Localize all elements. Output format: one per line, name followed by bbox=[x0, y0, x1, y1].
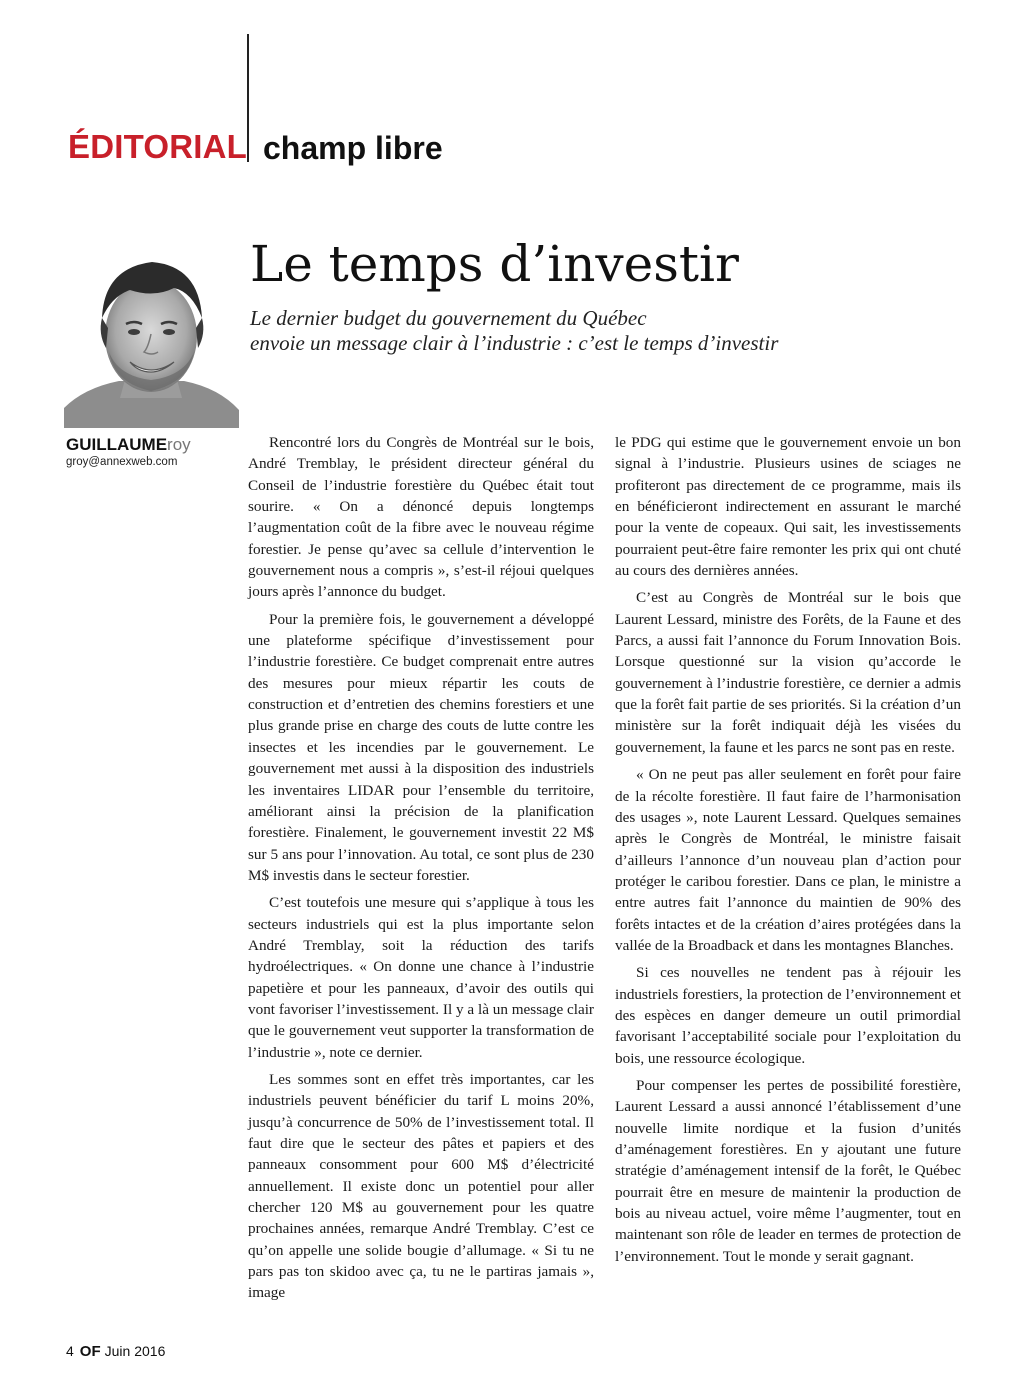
author-first-name: GUILLAUME bbox=[66, 435, 168, 454]
author-byline bbox=[66, 435, 191, 455]
issue-date: Juin 2016 bbox=[104, 1343, 166, 1359]
section-label: ÉDITORIAL bbox=[68, 128, 248, 165]
article-deck bbox=[250, 306, 850, 356]
page-footer bbox=[66, 1343, 165, 1360]
body-paragraph: Rencontré lors du Congrès de Montréal sur le bois, André Tremblay, le président directeur général du Conseil de l’industrie forestière du Québec était tout sourire. « On a dénoncé depuis longtemps l’augmentation coût de la fibre avec le nouveau régime forestier. Je pense qu’avec sa cellule d’intervention le gouvernement nous a compris », s’est-il réjoui quelques jours après l’annonce du budget. bbox=[248, 434, 594, 601]
author-photo bbox=[64, 248, 239, 428]
subsection-label: champ libre bbox=[263, 130, 443, 166]
deck-line: Le dernier budget du gouvernement du Québec bbox=[250, 306, 647, 330]
body-paragraph-continued: le PDG qui estime que le gouvernement envoie un bon signal à l’industrie. Plusieurs usines de sciages ne profiteront pas directement de ce programme, mais ils en bénéficieront indirectement en assurant le marché pour la vente de copeaux. Qui sait, les investissements pourraient peut-être faire remonter les prix qui ont chuté au cours des dernières années. bbox=[615, 434, 961, 580]
body-paragraph: Pour compenser les pertes de possibilité forestière, Laurent Lessard a aussi annoncé l’établissement d’une nouvelle limite nordique et la fusion d’unités d’aménagement forestières. En y ajoutant une future stratégie d’aménagement intensif de la forêt, le Québec pourrait être en mesure de maintenir la production de bois au niveau actuel, voire même l’augmenter, tout en maintenant son rôle de leader en termes de protection de l’environnement. Tout le monde y serait gagnant. bbox=[615, 1076, 961, 1265]
magazine-name: OF bbox=[79, 1343, 101, 1360]
author-last-name: roy bbox=[167, 435, 191, 454]
body-column-left bbox=[248, 432, 594, 1310]
header-divider bbox=[247, 34, 249, 162]
body-paragraph: « On ne peut pas aller seulement en forêt pour faire de la récolte forestière. Il faut faire de l’harmonisation des usages », note Laurent Lessard. Quelques semaines après le Congrès de Montréal, le ministre faisait d’ailleurs l’annonce d’un nouveau plan d’action pour protéger le caribou forestier. Dans ce plan, le ministre a entre autres fait l’annonce du maintien de 90% des forêts intactes et de la création d’aires protégées dans la vallée de la Broadback et dans les montagnes Blanches. bbox=[615, 766, 961, 954]
body-column-right bbox=[615, 432, 961, 1273]
author-email: groy@annexweb.com bbox=[66, 456, 178, 468]
page-number: 4 bbox=[66, 1343, 74, 1359]
deck-line: envoie un message clair à l’industrie : c’est le temps d’investir bbox=[250, 331, 779, 355]
body-paragraph: Pour la première fois, le gouvernement a développé une plateforme spécifique d’investissement pour l’industrie forestière. Ce budget comprenait entre autres des mesures pour mieux répartir les couts de construction et d’entretien des chemins forestiers et une plus grande prise en charge des couts de lutte contre les insectes et les incendies par le gouvernement. Le gouvernement met aussi à la disposition des industriels les inventaires LIDAR pour l’ensemble du territoire, améliorant ainsi la précision de la planification forestière. Finalement, le gouvernement investit 22 M$ sur 5 ans pour l’innovation. Au total, ce sont plus de 230 M$ investis dans le secteur forestier. bbox=[248, 610, 594, 884]
body-paragraph: C’est au Congrès de Montréal sur le bois que Laurent Lessard, ministre des Forêts, de la Faune et des Parcs, a aussi fait l’annonce du Forum Innovation Bois. Lorsque questionné sur la vision qu’accorde le gouvernement à l’industrie forestière, ce dernier a admis que la forêt fait partie de ses priorités. Si la création d’un ministère sur la forêt indiquait déjà les visées du gouvernement, la faune et les parcs ne sont pas en reste. bbox=[615, 589, 961, 756]
body-paragraph: Les sommes sont en effet très importantes, car les industriels peuvent bénéficier du tarif L moins 20%, jusqu’à concurrence de 50% de l’investissement total. Il faut dire que le secteur des pâtes et papiers et des panneaux consomment pour 600 M$ d’électricité annuellement. Il existe donc un potentiel pour aller chercher 120 M$ au gouvernement pour les quatre prochaines années, remarque André Tremblay. C’est ce qu’on appelle une solide bougie d’allumage. « Si tu ne pars pas ton skidoo avec ça, tu ne le partiras jamais », image bbox=[248, 1070, 594, 1302]
article-title: Le temps d’investir bbox=[250, 235, 739, 293]
body-paragraph: Si ces nouvelles ne tendent pas à réjouir les industriels forestiers, la protection de l’environnement et des espèces en danger demeure un outil primordial favorisant l’acceptabilité sociale pour l’exploitation du bois, une ressource écologique. bbox=[615, 964, 961, 1067]
body-paragraph: C’est toutefois une mesure qui s’applique à tous les secteurs industriels qui est la plus importante selon André Tremblay, soit la réduction des tarifs hydroélectriques. « On donne une chance à l’industrie papetière et pour les panneaux, d’avoir des outils qui vont favoriser l’investissement. Il y a là un message clair que le gouvernement veut supporter la transformation de l’industrie », note ce dernier. bbox=[248, 894, 594, 1061]
